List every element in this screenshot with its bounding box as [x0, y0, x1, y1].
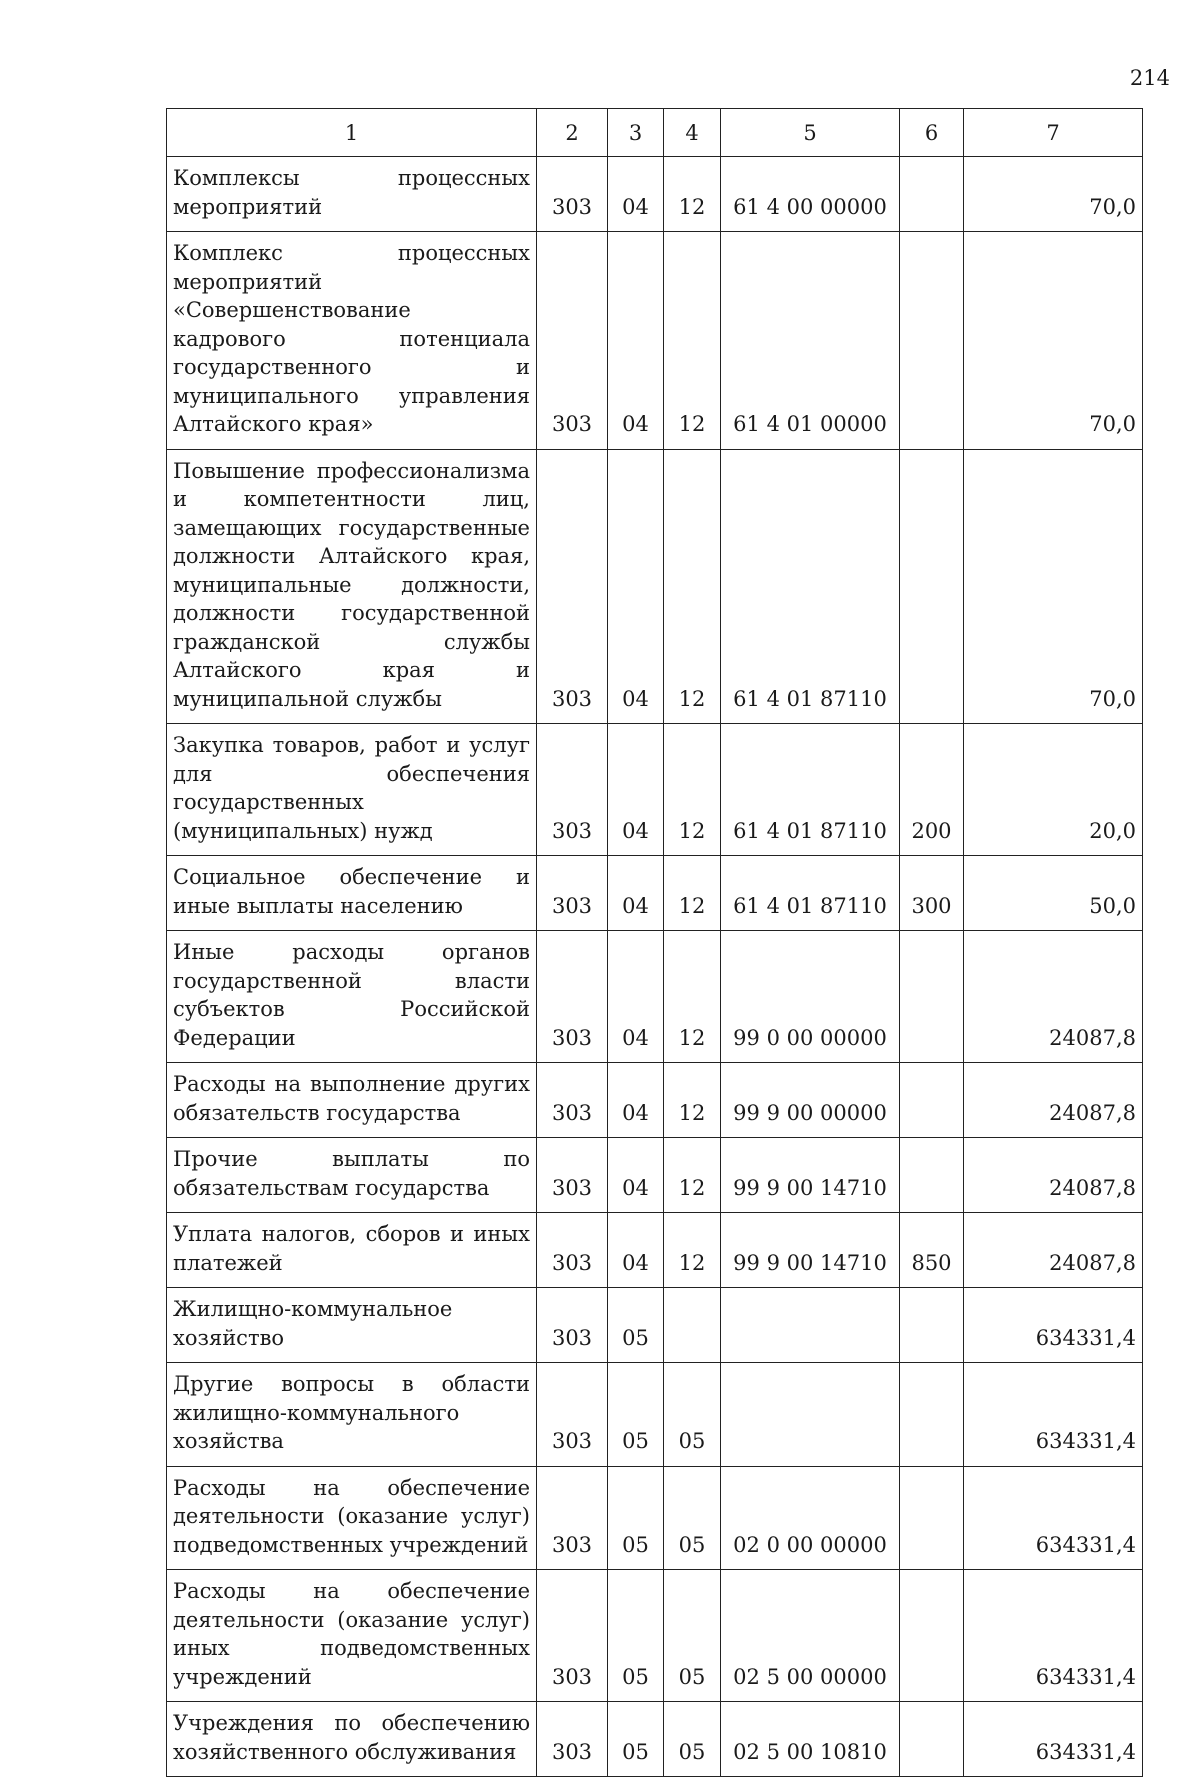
- row-sum-cell: 634331,4: [964, 1702, 1143, 1777]
- row-sum-cell: 70,0: [964, 157, 1143, 232]
- row-col4-cell: 12: [664, 157, 721, 232]
- row-code-cell: 61 4 01 87110: [721, 724, 900, 856]
- row-name-cell: Расходы на выполнение других обязательств государства: [167, 1063, 537, 1138]
- row-col3-cell: 04: [608, 931, 664, 1063]
- table-row: [167, 1063, 1143, 1138]
- table-row: [167, 724, 1143, 856]
- row-code-cell: 99 9 00 14710: [721, 1138, 900, 1213]
- row-col2-cell: 303: [537, 1466, 608, 1570]
- row-sum-cell: 70,0: [964, 449, 1143, 724]
- row-sum-cell: 24087,8: [964, 931, 1143, 1063]
- row-col4-cell: 05: [664, 1363, 721, 1467]
- row-code-cell: 02 5 00 00000: [721, 1570, 900, 1702]
- row-sum-cell: 634331,4: [964, 1288, 1143, 1363]
- table-row: [167, 449, 1143, 724]
- row-code-cell: 02 5 00 10810: [721, 1702, 900, 1777]
- table-row: [167, 1288, 1143, 1363]
- row-col3-cell: 05: [608, 1570, 664, 1702]
- table-row: [167, 856, 1143, 931]
- row-sum-cell: 24087,8: [964, 1213, 1143, 1288]
- row-name-cell: Комплекс процессных мероприятий «Совершенствование кадрового потенциала государственного и муниципального управления Алтайского края»: [167, 232, 537, 450]
- table-row: [167, 232, 1143, 450]
- column-header: 5: [721, 109, 900, 157]
- column-header: 4: [664, 109, 721, 157]
- row-col3-cell: 04: [608, 1213, 664, 1288]
- table-row: [167, 1363, 1143, 1467]
- row-col2-cell: 303: [537, 1138, 608, 1213]
- row-col2-cell: 303: [537, 449, 608, 724]
- row-col2-cell: 303: [537, 724, 608, 856]
- page-number: 214: [1129, 66, 1170, 90]
- row-col2-cell: 303: [537, 856, 608, 931]
- table-row: [167, 1213, 1143, 1288]
- row-col3-cell: 04: [608, 157, 664, 232]
- row-sum-cell: 24087,8: [964, 1138, 1143, 1213]
- row-name-cell: Жилищно-коммунальное хозяйство: [167, 1288, 537, 1363]
- table-row: [167, 157, 1143, 232]
- row-code-cell: 02 0 00 00000: [721, 1466, 900, 1570]
- row-code-cell: 61 4 00 00000: [721, 157, 900, 232]
- row-name-cell: Прочие выплаты по обязательствам государства: [167, 1138, 537, 1213]
- row-name-cell: Закупка товаров, работ и услуг для обеспечения государственных (муниципальных) нужд: [167, 724, 537, 856]
- row-col6-cell: 300: [900, 856, 964, 931]
- row-col3-cell: 04: [608, 1138, 664, 1213]
- row-col4-cell: 12: [664, 931, 721, 1063]
- row-col6-cell: [900, 1363, 964, 1467]
- header-row: [167, 109, 1143, 157]
- row-sum-cell: 20,0: [964, 724, 1143, 856]
- row-col6-cell: [900, 1138, 964, 1213]
- row-col3-cell: 04: [608, 449, 664, 724]
- row-col3-cell: 05: [608, 1363, 664, 1467]
- row-col6-cell: [900, 232, 964, 450]
- row-code-cell: [721, 1288, 900, 1363]
- row-code-cell: 61 4 01 87110: [721, 449, 900, 724]
- row-col3-cell: 04: [608, 1063, 664, 1138]
- column-header: 6: [900, 109, 964, 157]
- row-col4-cell: 12: [664, 232, 721, 450]
- row-col4-cell: 12: [664, 1138, 721, 1213]
- row-col2-cell: 303: [537, 1363, 608, 1467]
- row-col4-cell: 05: [664, 1702, 721, 1777]
- row-col6-cell: 200: [900, 724, 964, 856]
- table-row: [167, 1138, 1143, 1213]
- row-code-cell: [721, 1363, 900, 1467]
- row-col6-cell: 850: [900, 1213, 964, 1288]
- row-name-cell: Уплата налогов, сборов и иных платежей: [167, 1213, 537, 1288]
- row-col2-cell: 303: [537, 1288, 608, 1363]
- row-name-cell: Другие вопросы в области жилищно-коммунального хозяйства: [167, 1363, 537, 1467]
- table-row: [167, 931, 1143, 1063]
- row-col6-cell: [900, 1570, 964, 1702]
- row-sum-cell: 70,0: [964, 232, 1143, 450]
- row-col4-cell: 12: [664, 856, 721, 931]
- row-col3-cell: 05: [608, 1288, 664, 1363]
- row-col2-cell: 303: [537, 232, 608, 450]
- row-col2-cell: 303: [537, 1570, 608, 1702]
- row-sum-cell: 50,0: [964, 856, 1143, 931]
- row-col6-cell: [900, 1702, 964, 1777]
- table-row: [167, 1466, 1143, 1570]
- row-name-cell: Иные расходы органов государственной власти субъектов Российской Федерации: [167, 931, 537, 1063]
- row-name-cell: Повышение профессионализма и компетентности лиц, замещающих государственные должности Алтайского края, муниципальные должности, должности государственной гражданской службы Алтайского края и муниципальной службы: [167, 449, 537, 724]
- row-code-cell: 99 9 00 14710: [721, 1213, 900, 1288]
- row-col6-cell: [900, 1063, 964, 1138]
- row-col2-cell: 303: [537, 1063, 608, 1138]
- row-name-cell: Учреждения по обеспечению хозяйственного обслуживания: [167, 1702, 537, 1777]
- row-col4-cell: 12: [664, 1213, 721, 1288]
- row-col4-cell: 05: [664, 1466, 721, 1570]
- row-sum-cell: 634331,4: [964, 1363, 1143, 1467]
- row-col4-cell: 12: [664, 724, 721, 856]
- row-col6-cell: [900, 157, 964, 232]
- row-col3-cell: 04: [608, 856, 664, 931]
- row-col3-cell: 05: [608, 1702, 664, 1777]
- row-sum-cell: 634331,4: [964, 1466, 1143, 1570]
- row-col4-cell: 12: [664, 449, 721, 724]
- column-header: 2: [537, 109, 608, 157]
- column-header: 1: [167, 109, 537, 157]
- row-sum-cell: 634331,4: [964, 1570, 1143, 1702]
- row-col3-cell: 04: [608, 232, 664, 450]
- table-row: [167, 1702, 1143, 1777]
- row-name-cell: Расходы на обеспечение деятельности (оказание услуг) иных подведомственных учреждений: [167, 1570, 537, 1702]
- row-col2-cell: 303: [537, 931, 608, 1063]
- row-name-cell: Комплексы процессных мероприятий: [167, 157, 537, 232]
- row-col3-cell: 04: [608, 724, 664, 856]
- row-code-cell: 61 4 01 87110: [721, 856, 900, 931]
- column-header: 3: [608, 109, 664, 157]
- row-code-cell: 99 9 00 00000: [721, 1063, 900, 1138]
- row-col6-cell: [900, 449, 964, 724]
- row-col2-cell: 303: [537, 157, 608, 232]
- row-col4-cell: 05: [664, 1570, 721, 1702]
- row-col6-cell: [900, 1288, 964, 1363]
- row-col4-cell: 12: [664, 1063, 721, 1138]
- row-col4-cell: [664, 1288, 721, 1363]
- row-col2-cell: 303: [537, 1702, 608, 1777]
- row-code-cell: 61 4 01 00000: [721, 232, 900, 450]
- row-name-cell: Расходы на обеспечение деятельности (оказание услуг) подведомственных учреждений: [167, 1466, 537, 1570]
- table-row: [167, 1570, 1143, 1702]
- row-name-cell: Социальное обеспечение и иные выплаты населению: [167, 856, 537, 931]
- row-code-cell: 99 0 00 00000: [721, 931, 900, 1063]
- budget-table: [166, 108, 1143, 1777]
- row-col3-cell: 05: [608, 1466, 664, 1570]
- row-col6-cell: [900, 1466, 964, 1570]
- row-col6-cell: [900, 931, 964, 1063]
- column-header: 7: [964, 109, 1143, 157]
- row-sum-cell: 24087,8: [964, 1063, 1143, 1138]
- row-col2-cell: 303: [537, 1213, 608, 1288]
